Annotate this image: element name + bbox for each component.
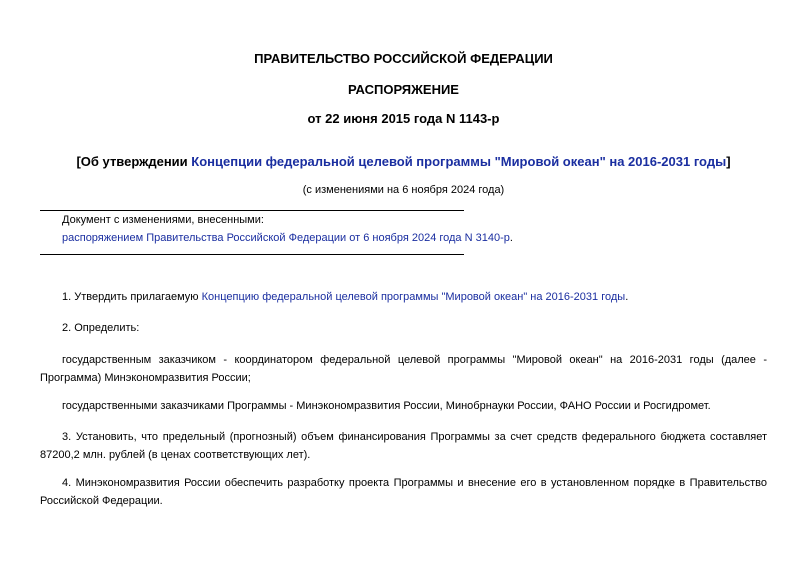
title-close-bracket: ]: [726, 154, 731, 169]
amendments-intro: Документ с изменениями, внесенными:: [62, 214, 264, 226]
title-open-bracket: [: [76, 154, 81, 169]
paragraph-6: 4. Минэкономразвития России обеспечить разработку проекта Программы и внесение его в установленном порядке в Правительство Российской Федерации.: [40, 477, 767, 507]
revision-note: (с изменениями на 6 ноября 2024 года): [302, 184, 505, 196]
amendment-suffix: .: [509, 232, 513, 244]
paragraph-1: [40, 288, 767, 306]
issuing-authority: ПРАВИТЕЛЬСТВО РОССИЙСКОЙ ФЕДЕРАЦИИ: [254, 51, 553, 66]
paragraph-1-suffix: .: [625, 291, 629, 303]
document-date-number: от 22 июня 2015 года N 1143-р: [307, 111, 500, 126]
amendments-top-divider: [40, 210, 464, 211]
paragraph-5: 3. Установить, что предельный (прогнозный) объем финансирования Программы за счет средств федерального бюджета составляет 87200,2 млн. рублей (в ценах соответствующих лет).: [40, 431, 767, 461]
paragraph-3: государственным заказчиком - координатором федеральной целевой программы "Мировой океан" на 2016-2031 годы (далее - Программа) Минэкономразвития России;: [40, 354, 767, 384]
document-type: РАСПОРЯЖЕНИЕ: [348, 82, 459, 97]
amendment-order-link[interactable]: распоряжением Правительства Российской Федерации от 6 ноября 2024 года N 3140-р: [62, 232, 510, 244]
title-prefix: Об утверждении: [80, 154, 192, 169]
document-title: [0, 154, 807, 169]
amendments-bottom-divider: [40, 254, 464, 255]
amendments-entry: [62, 232, 513, 244]
title-concept-link[interactable]: Концепции федеральной целевой программы "Мировой океан" на 2016-2031 годы: [191, 154, 727, 169]
paragraph-2: 2. Определить:: [62, 322, 140, 334]
paragraph-4: государственными заказчиками Программы - Минэкономразвития России, Минобрнауки России, ФАНО России и Росгидромет.: [62, 400, 711, 412]
concept-link[interactable]: Концепцию федеральной целевой программы "Мировой океан" на 2016-2031 годы: [201, 291, 626, 303]
paragraph-1-prefix: 1. Утвердить прилагаемую: [62, 291, 202, 303]
